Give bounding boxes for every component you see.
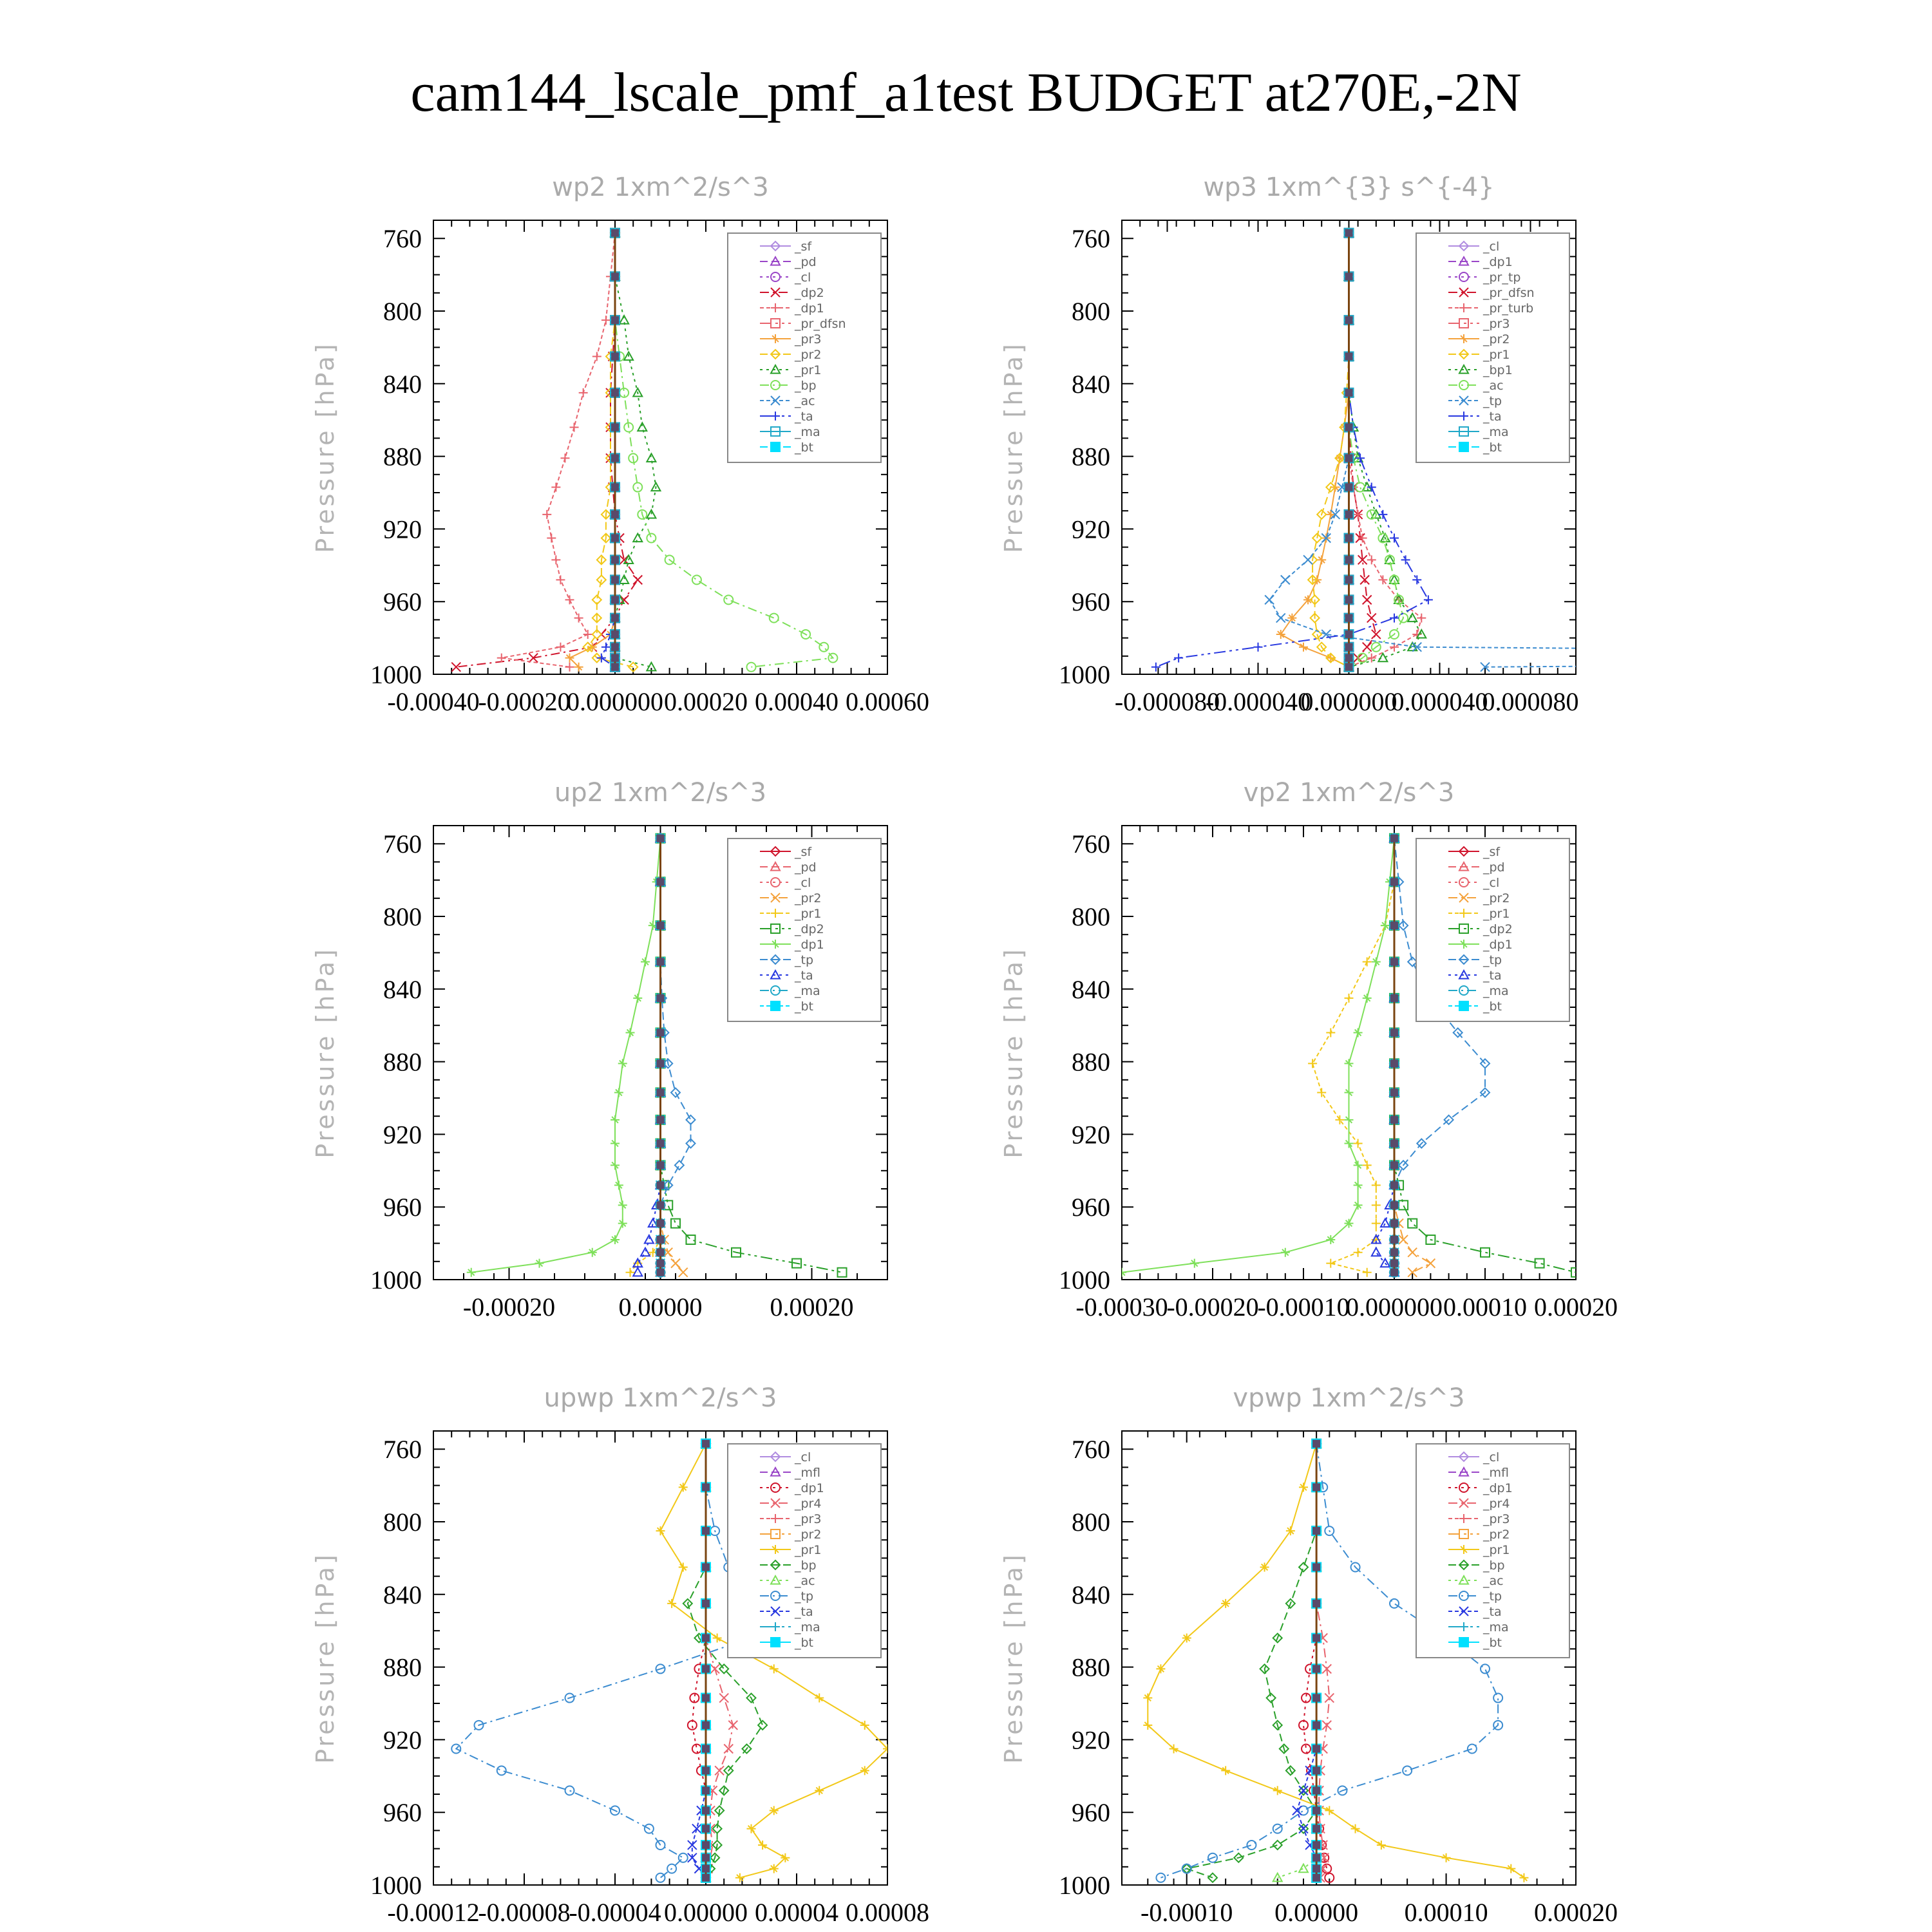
legend-label: _cl bbox=[795, 1450, 811, 1464]
zero-profile-marker bbox=[1390, 1236, 1398, 1244]
zero-profile-marker bbox=[611, 535, 619, 542]
legend-label: _bp1 bbox=[1483, 363, 1513, 377]
legend-label: _pr3 bbox=[1483, 317, 1510, 331]
y-tick-label: 1000 bbox=[1059, 1871, 1110, 1900]
zero-profile-marker bbox=[1345, 353, 1353, 361]
legend-label: _pr3 bbox=[1483, 1512, 1510, 1526]
legend bbox=[728, 838, 881, 1021]
zero-profile-marker bbox=[1312, 1854, 1320, 1862]
zero-profile-marker bbox=[1312, 1841, 1320, 1849]
x-tick-label: 0.00020 bbox=[1534, 1293, 1618, 1321]
zero-profile-marker bbox=[1390, 1059, 1398, 1067]
legend-label: _pd bbox=[1483, 860, 1505, 875]
legend-label: _pr_dfsn bbox=[795, 317, 846, 331]
y-axis-label: Pressure [hPa] bbox=[999, 341, 1028, 553]
legend-label: _ta bbox=[1483, 969, 1502, 983]
y-tick-label: 1000 bbox=[370, 1265, 422, 1294]
panel-title: vpwp 1xm^2/s^3 bbox=[1233, 1383, 1465, 1413]
zero-profile-marker bbox=[657, 1201, 665, 1209]
zero-profile-marker bbox=[611, 630, 619, 638]
x-tick-label: 0.00004 bbox=[755, 1898, 838, 1927]
zero-profile-marker bbox=[1390, 922, 1398, 929]
legend-label: _tp bbox=[1483, 1589, 1502, 1604]
zero-profile-marker bbox=[702, 1483, 710, 1491]
zero-profile-marker bbox=[657, 1236, 665, 1244]
figure-title: cam144_lscale_pmf_a1test BUDGET at270E,-2N bbox=[410, 61, 1522, 123]
y-tick-label: 800 bbox=[383, 1508, 422, 1537]
zero-profile-marker bbox=[702, 1766, 710, 1774]
zero-profile-marker bbox=[611, 596, 619, 603]
x-tick-label: -0.00010 bbox=[1141, 1898, 1233, 1927]
zero-profile-marker bbox=[1345, 614, 1353, 622]
legend-label: _pr2 bbox=[795, 348, 822, 362]
zero-profile-marker bbox=[1312, 1600, 1320, 1607]
legend-label: _pr2 bbox=[1483, 891, 1510, 905]
zero-profile-marker bbox=[1345, 630, 1353, 638]
legend-label: _pr1 bbox=[795, 363, 822, 377]
zero-profile-marker bbox=[611, 353, 619, 361]
y-tick-label: 960 bbox=[1072, 1798, 1110, 1828]
legend-label: _bp bbox=[1483, 1558, 1505, 1573]
legend-label: _pr1 bbox=[1483, 348, 1510, 362]
zero-profile-marker bbox=[657, 1269, 665, 1276]
y-tick-label: 840 bbox=[1072, 974, 1110, 1004]
legend-label: _dp2 bbox=[795, 922, 824, 936]
legend-label: _bt bbox=[1483, 1636, 1502, 1650]
y-tick-label: 1000 bbox=[1059, 660, 1110, 689]
legend-label: _ma bbox=[795, 984, 820, 998]
y-tick-label: 920 bbox=[383, 1120, 422, 1150]
zero-profile-marker bbox=[1312, 1721, 1320, 1729]
legend-label: _bt bbox=[1483, 440, 1502, 455]
legend-label: _ta bbox=[795, 1605, 813, 1619]
y-tick-label: 1000 bbox=[370, 1871, 422, 1900]
x-tick-label: -0.00020 bbox=[462, 1293, 556, 1321]
legend-label: _pr1 bbox=[795, 1543, 822, 1557]
zero-profile-marker bbox=[1345, 511, 1353, 518]
y-tick-label: 880 bbox=[1072, 1047, 1110, 1077]
zero-profile-marker bbox=[1390, 958, 1398, 966]
legend-label: _ma bbox=[795, 425, 820, 439]
zero-profile-marker bbox=[1345, 389, 1353, 397]
zero-profile-marker bbox=[1345, 484, 1353, 491]
panel-title: upwp 1xm^2/s^3 bbox=[544, 1383, 777, 1413]
legend-label: _pr_dfsn bbox=[1483, 286, 1535, 300]
y-tick-label: 920 bbox=[1072, 515, 1110, 544]
x-tick-label: 0.000000 bbox=[1300, 687, 1397, 716]
y-tick-label: 840 bbox=[1072, 369, 1110, 399]
zero-profile-marker bbox=[611, 511, 619, 518]
legend-label: _sf bbox=[795, 845, 812, 859]
y-axis-label: Pressure [hPa] bbox=[999, 947, 1028, 1159]
zero-profile-marker bbox=[611, 423, 619, 431]
legend-label: _cl bbox=[795, 270, 811, 285]
legend-label: _ac bbox=[1483, 379, 1504, 393]
zero-profile-marker bbox=[657, 878, 665, 886]
zero-profile-marker bbox=[657, 1116, 665, 1124]
x-tick-label: -0.00010 bbox=[1257, 1293, 1350, 1321]
legend-label: _pr1 bbox=[1483, 1543, 1510, 1557]
zero-profile-marker bbox=[1390, 1161, 1398, 1169]
legend-marker bbox=[1459, 1001, 1468, 1010]
zero-profile-marker bbox=[657, 1089, 665, 1097]
zero-profile-marker bbox=[702, 1527, 710, 1535]
y-axis-label: Pressure [hPa] bbox=[311, 1552, 339, 1764]
zero-profile-marker bbox=[1390, 1201, 1398, 1209]
y-tick-label: 920 bbox=[1072, 1120, 1110, 1150]
legend-label: _pr1 bbox=[795, 907, 822, 921]
x-tick-label: 0.000000 bbox=[1346, 1293, 1443, 1321]
zero-profile-marker bbox=[611, 643, 619, 651]
zero-profile-marker bbox=[1345, 229, 1353, 237]
zero-profile-marker bbox=[657, 1161, 665, 1169]
zero-profile-marker bbox=[1312, 1874, 1320, 1882]
x-tick-label: 0.00008 bbox=[846, 1898, 929, 1927]
zero-profile-marker bbox=[1312, 1786, 1320, 1794]
zero-profile-marker bbox=[1390, 1089, 1398, 1097]
zero-profile-marker bbox=[702, 1874, 710, 1882]
x-tick-label: -0.00012 bbox=[387, 1898, 480, 1927]
legend-label: _dp2 bbox=[1483, 922, 1513, 936]
zero-profile-marker bbox=[657, 922, 665, 929]
legend-label: _pr1 bbox=[1483, 907, 1510, 921]
legend-label: _dp1 bbox=[795, 301, 824, 316]
legend-label: _pr3 bbox=[795, 1512, 822, 1526]
zero-profile-marker bbox=[1390, 835, 1398, 842]
y-tick-label: 1000 bbox=[370, 660, 422, 689]
zero-profile-marker bbox=[1312, 1825, 1320, 1833]
zero-profile-marker bbox=[1345, 643, 1353, 651]
y-tick-label: 800 bbox=[383, 297, 422, 326]
legend-label: _bt bbox=[1483, 999, 1502, 1014]
y-tick-label: 880 bbox=[383, 442, 422, 471]
legend-label: _sf bbox=[795, 240, 812, 254]
zero-profile-marker bbox=[657, 1260, 665, 1267]
x-tick-label: 0.00020 bbox=[664, 687, 748, 716]
legend-marker bbox=[771, 442, 780, 451]
legend-label: _tp bbox=[795, 1589, 814, 1604]
x-tick-label: 0.000080 bbox=[1482, 687, 1579, 716]
y-tick-label: 960 bbox=[1072, 1193, 1110, 1222]
zero-profile-marker bbox=[1390, 878, 1398, 886]
y-tick-label: 840 bbox=[383, 369, 422, 399]
y-tick-label: 960 bbox=[383, 1798, 422, 1828]
x-tick-label: 0.00040 bbox=[755, 687, 838, 716]
zero-profile-marker bbox=[702, 1841, 710, 1849]
x-tick-label: 0.00000 bbox=[618, 1293, 703, 1321]
zero-profile-marker bbox=[1345, 654, 1353, 662]
legend bbox=[728, 1444, 881, 1658]
zero-profile-marker bbox=[611, 484, 619, 491]
y-tick-label: 880 bbox=[383, 1653, 422, 1682]
zero-profile-marker bbox=[702, 1634, 710, 1642]
zero-profile-marker bbox=[611, 389, 619, 397]
zero-profile-marker bbox=[611, 576, 619, 583]
legend-label: _ac bbox=[1483, 1574, 1504, 1588]
zero-profile-marker bbox=[611, 663, 619, 671]
x-tick-label: 0.00020 bbox=[1534, 1898, 1618, 1927]
legend-label: _pd bbox=[795, 255, 817, 269]
legend-label: _tp bbox=[795, 953, 814, 967]
legend-marker bbox=[1459, 1638, 1468, 1647]
zero-profile-marker bbox=[611, 229, 619, 237]
zero-profile-marker bbox=[1345, 576, 1353, 583]
legend-label: _mfl bbox=[795, 1466, 820, 1480]
legend-label: _pr4 bbox=[795, 1497, 822, 1511]
x-tick-label: 0.00060 bbox=[846, 687, 929, 716]
legend-label: _tp bbox=[1483, 953, 1502, 967]
zero-profile-marker bbox=[1345, 556, 1353, 564]
legend-label: _dp1 bbox=[1483, 1481, 1513, 1495]
zero-profile-marker bbox=[611, 614, 619, 622]
x-tick-label: -0.000080 bbox=[1114, 687, 1220, 716]
y-tick-label: 800 bbox=[1072, 902, 1110, 931]
zero-profile-marker bbox=[1345, 663, 1353, 671]
legend-label: _tp bbox=[1483, 394, 1502, 408]
x-tick-label: 0.000000 bbox=[567, 687, 663, 716]
zero-profile-marker bbox=[1345, 535, 1353, 542]
zero-profile-marker bbox=[657, 994, 665, 1002]
zero-profile-marker bbox=[1390, 1181, 1398, 1189]
zero-profile-marker bbox=[702, 1564, 710, 1571]
zero-profile-marker bbox=[657, 958, 665, 966]
x-tick-label: 0.00010 bbox=[1404, 1898, 1488, 1927]
y-tick-label: 840 bbox=[383, 1580, 422, 1609]
zero-profile-marker bbox=[1312, 1440, 1320, 1448]
legend-label: _bt bbox=[795, 1636, 814, 1650]
x-tick-label: -0.00020 bbox=[478, 687, 571, 716]
y-axis-label: Pressure [hPa] bbox=[311, 947, 339, 1159]
zero-profile-marker bbox=[1390, 1028, 1398, 1036]
zero-profile-marker bbox=[657, 1140, 665, 1148]
zero-profile-marker bbox=[657, 1181, 665, 1189]
x-tick-label: -0.000040 bbox=[1205, 687, 1311, 716]
legend-label: _dp1 bbox=[1483, 938, 1513, 952]
x-tick-label: 0.00010 bbox=[1443, 1293, 1527, 1321]
x-tick-label: -0.00040 bbox=[387, 687, 480, 716]
legend-label: _pd bbox=[795, 860, 817, 875]
panel-title: up2 1xm^2/s^3 bbox=[554, 778, 767, 808]
panel-title: wp3 1xm^{3} s^{-4} bbox=[1203, 173, 1495, 202]
zero-profile-marker bbox=[611, 556, 619, 564]
legend-label: _dp1 bbox=[795, 1481, 824, 1495]
legend-label: _cl bbox=[1483, 1450, 1500, 1464]
legend-label: _pr2 bbox=[795, 891, 822, 905]
zero-profile-marker bbox=[1312, 1564, 1320, 1571]
zero-profile-marker bbox=[1390, 1140, 1398, 1148]
y-tick-label: 760 bbox=[1072, 1435, 1110, 1464]
x-tick-label: 0.00020 bbox=[770, 1293, 854, 1321]
zero-profile-marker bbox=[702, 1745, 710, 1753]
y-tick-label: 760 bbox=[1072, 224, 1110, 254]
legend bbox=[1416, 233, 1569, 462]
legend-label: _mfl bbox=[1483, 1466, 1509, 1480]
zero-profile-marker bbox=[1312, 1745, 1320, 1753]
y-tick-label: 920 bbox=[1072, 1725, 1110, 1755]
zero-profile-marker bbox=[1390, 1269, 1398, 1276]
y-tick-label: 840 bbox=[383, 974, 422, 1004]
legend-label: _dp1 bbox=[1483, 255, 1513, 269]
zero-profile-marker bbox=[1345, 423, 1353, 431]
zero-profile-marker bbox=[702, 1865, 710, 1873]
zero-profile-marker bbox=[702, 1854, 710, 1862]
zero-profile-marker bbox=[657, 1220, 665, 1227]
x-tick-label: -0.00030 bbox=[1075, 1293, 1168, 1321]
zero-profile-marker bbox=[1390, 1249, 1398, 1256]
x-tick-label: -0.00020 bbox=[1166, 1293, 1259, 1321]
zero-profile-marker bbox=[611, 654, 619, 662]
zero-profile-marker bbox=[657, 1028, 665, 1036]
legend bbox=[1416, 1444, 1569, 1658]
y-tick-label: 960 bbox=[1072, 587, 1110, 617]
legend-label: _ac bbox=[795, 1574, 815, 1588]
y-tick-label: 920 bbox=[383, 515, 422, 544]
y-tick-label: 760 bbox=[1072, 829, 1110, 859]
legend-label: _pr3 bbox=[795, 332, 822, 346]
legend-label: _ta bbox=[1483, 1605, 1502, 1619]
zero-profile-marker bbox=[657, 835, 665, 842]
legend-label: _pr2 bbox=[1483, 1528, 1510, 1542]
x-tick-label: 0.00000 bbox=[1274, 1898, 1359, 1927]
legend-label: _bp bbox=[795, 1558, 817, 1573]
legend-label: _cl bbox=[1483, 240, 1500, 254]
legend-label: _ma bbox=[795, 1620, 820, 1634]
zero-profile-marker bbox=[702, 1721, 710, 1729]
zero-profile-marker bbox=[1390, 1116, 1398, 1124]
zero-profile-marker bbox=[1312, 1865, 1320, 1873]
zero-profile-marker bbox=[1312, 1806, 1320, 1814]
zero-profile-marker bbox=[1312, 1483, 1320, 1491]
y-tick-label: 920 bbox=[383, 1725, 422, 1755]
y-tick-label: 880 bbox=[1072, 442, 1110, 471]
y-tick-label: 760 bbox=[383, 224, 422, 254]
x-tick-label: 0.00000 bbox=[664, 1898, 748, 1927]
y-tick-label: 880 bbox=[383, 1047, 422, 1077]
y-tick-label: 960 bbox=[383, 587, 422, 617]
legend-label: _cl bbox=[1483, 876, 1500, 890]
zero-profile-marker bbox=[702, 1665, 710, 1672]
zero-profile-marker bbox=[611, 454, 619, 462]
zero-profile-marker bbox=[1390, 1260, 1398, 1267]
legend-marker bbox=[771, 1638, 780, 1647]
zero-profile-marker bbox=[702, 1694, 710, 1702]
zero-profile-marker bbox=[1312, 1527, 1320, 1535]
legend-label: _dp1 bbox=[795, 938, 824, 952]
legend-label: _sf bbox=[1483, 845, 1501, 859]
y-tick-label: 960 bbox=[383, 1193, 422, 1222]
zero-profile-marker bbox=[1312, 1665, 1320, 1672]
legend-label: _pr_turb bbox=[1483, 301, 1534, 316]
legend-label: _pr2 bbox=[1483, 332, 1510, 346]
zero-profile-marker bbox=[1312, 1766, 1320, 1774]
legend bbox=[1416, 838, 1569, 1021]
legend-label: _bt bbox=[795, 999, 814, 1014]
legend-label: _bt bbox=[795, 440, 814, 455]
zero-profile-marker bbox=[1345, 454, 1353, 462]
zero-profile-marker bbox=[1345, 596, 1353, 603]
zero-profile-marker bbox=[702, 1806, 710, 1814]
zero-profile-marker bbox=[702, 1440, 710, 1448]
panel-title: vp2 1xm^2/s^3 bbox=[1243, 778, 1455, 808]
legend-label: _ta bbox=[795, 969, 813, 983]
zero-profile-marker bbox=[702, 1825, 710, 1833]
legend-label: _ma bbox=[1483, 425, 1509, 439]
zero-profile-marker bbox=[1390, 994, 1398, 1002]
y-tick-label: 1000 bbox=[1059, 1265, 1110, 1294]
legend bbox=[728, 233, 881, 462]
y-tick-label: 840 bbox=[1072, 1580, 1110, 1609]
zero-profile-marker bbox=[1312, 1634, 1320, 1642]
panel-title: wp2 1xm^2/s^3 bbox=[552, 173, 769, 202]
y-tick-label: 800 bbox=[1072, 1508, 1110, 1537]
legend-label: _pr_tp bbox=[1483, 270, 1521, 285]
legend-label: _dp2 bbox=[795, 286, 824, 300]
y-tick-label: 760 bbox=[383, 1435, 422, 1464]
legend-label: _ta bbox=[1483, 410, 1502, 424]
legend-label: _cl bbox=[795, 876, 811, 890]
zero-profile-marker bbox=[702, 1600, 710, 1607]
legend-label: _ma bbox=[1483, 1620, 1509, 1634]
y-tick-label: 880 bbox=[1072, 1653, 1110, 1682]
legend-label: _bp bbox=[795, 379, 817, 393]
x-tick-label: -0.00008 bbox=[478, 1898, 571, 1927]
legend-label: _pr4 bbox=[1483, 1497, 1510, 1511]
y-tick-label: 800 bbox=[383, 902, 422, 931]
legend-marker bbox=[1459, 442, 1468, 451]
zero-profile-marker bbox=[611, 316, 619, 324]
zero-profile-marker bbox=[1345, 316, 1353, 324]
zero-profile-marker bbox=[1312, 1694, 1320, 1702]
x-tick-label: 0.000040 bbox=[1391, 687, 1488, 716]
zero-profile-marker bbox=[702, 1786, 710, 1794]
x-tick-label: -0.00004 bbox=[569, 1898, 661, 1927]
zero-profile-marker bbox=[1345, 272, 1353, 280]
y-tick-label: 800 bbox=[1072, 297, 1110, 326]
legend-label: _ta bbox=[795, 410, 813, 424]
zero-profile-marker bbox=[611, 272, 619, 280]
legend-label: _pr2 bbox=[795, 1528, 822, 1542]
zero-profile-marker bbox=[1390, 1220, 1398, 1227]
zero-profile-marker bbox=[657, 1249, 665, 1256]
legend-label: _ac bbox=[795, 394, 815, 408]
legend-label: _ma bbox=[1483, 984, 1509, 998]
y-tick-label: 760 bbox=[383, 829, 422, 859]
y-axis-label: Pressure [hPa] bbox=[999, 1552, 1028, 1764]
y-axis-label: Pressure [hPa] bbox=[311, 341, 339, 553]
legend-marker bbox=[771, 1001, 780, 1010]
zero-profile-marker bbox=[657, 1059, 665, 1067]
